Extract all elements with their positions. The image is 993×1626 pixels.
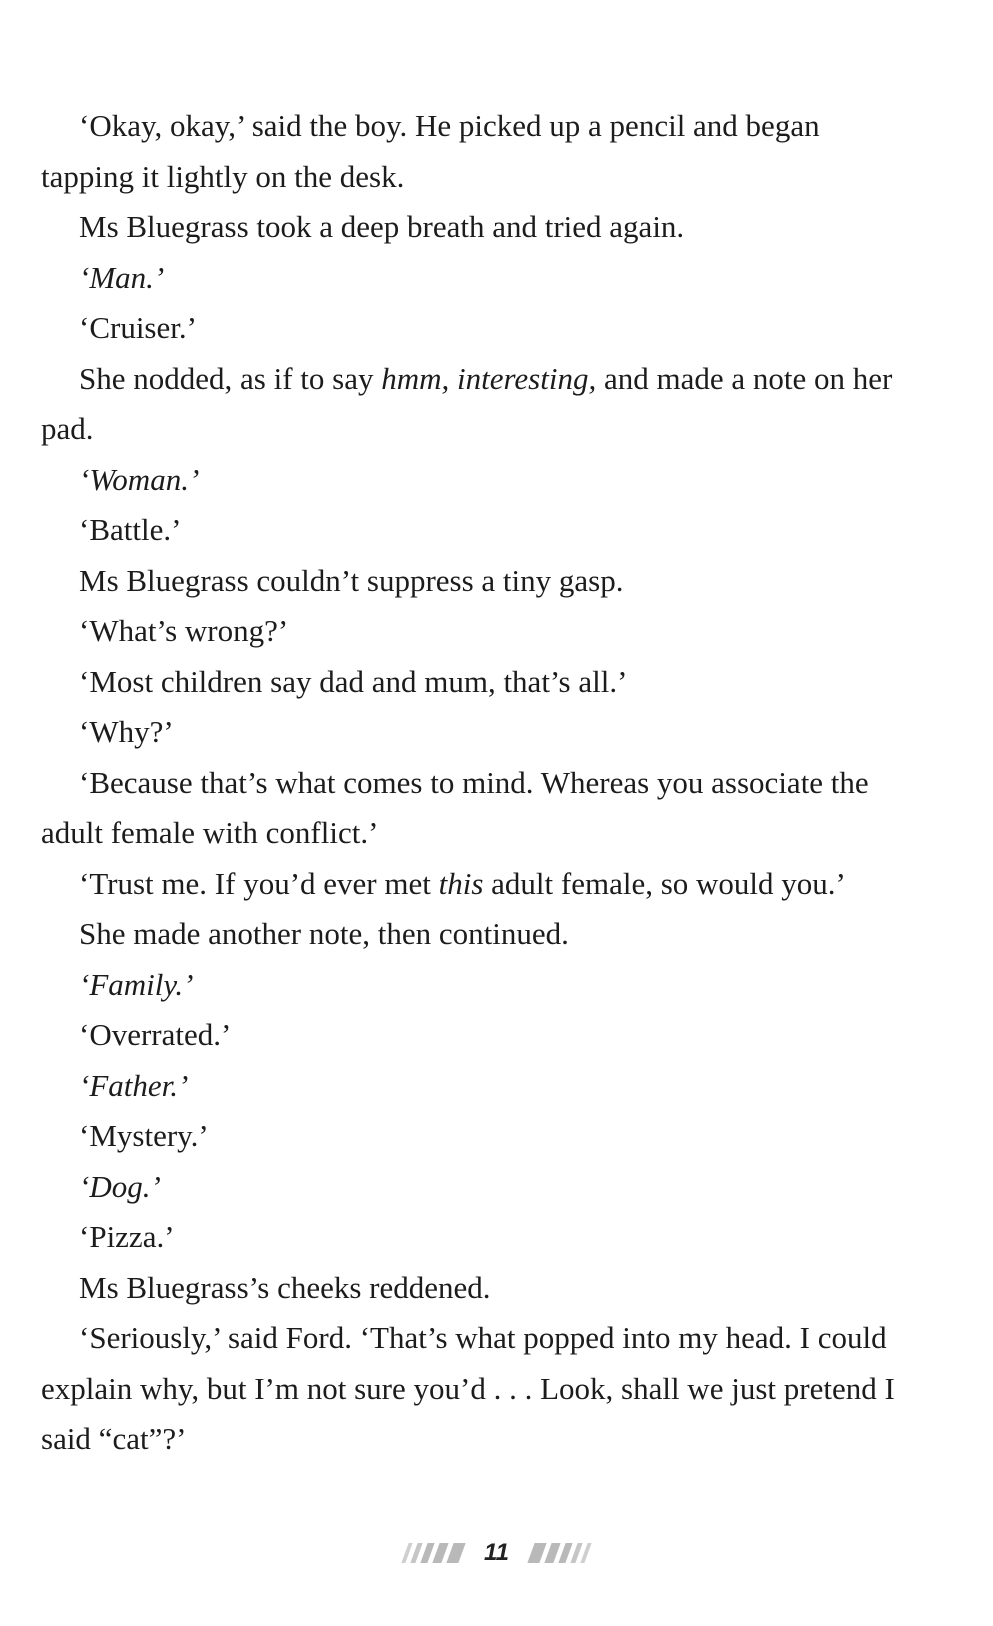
paragraph: ‘Seriously,’ said Ford. ‘That’s what popped into my head. I could explain why, but I’m not sure you’d . . . Look, shall we just pretend I said “cat”?’ bbox=[41, 1320, 895, 1456]
right-stripes-ornament bbox=[531, 1543, 588, 1563]
paragraph: ‘Why?’ bbox=[79, 714, 174, 749]
paragraph: ‘Most children say dad and mum, that’s all.’ bbox=[79, 663, 628, 699]
paragraph: ‘Woman.’ bbox=[79, 461, 200, 497]
paragraph: Ms Bluegrass took a deep breath and tried again. bbox=[79, 209, 685, 244]
page-number: 11 bbox=[484, 1539, 509, 1566]
paragraph: ‘Family.’ bbox=[79, 966, 194, 1002]
paragraph: ‘Man.’ bbox=[79, 259, 165, 295]
page-footer bbox=[0, 1533, 993, 1573]
paragraph: ‘What’s wrong?’ bbox=[79, 613, 289, 648]
paragraph: ‘Mystery.’ bbox=[79, 1118, 209, 1153]
paragraph: Ms Bluegrass couldn’t suppress a tiny gasp. bbox=[79, 562, 624, 598]
paragraph: ‘Pizza.’ bbox=[79, 1219, 175, 1254]
paragraph: Ms Bluegrass’s cheeks reddened. bbox=[79, 1269, 491, 1305]
paragraph: ‘Battle.’ bbox=[79, 512, 182, 547]
paragraph: ‘Okay, okay,’ said the boy. He picked up a pencil and began tapping it lightly on the desk. bbox=[41, 108, 820, 194]
paragraph: ‘Overrated.’ bbox=[79, 1017, 232, 1052]
body-text bbox=[41, 101, 901, 1465]
paragraph: ‘Dog.’ bbox=[79, 1168, 161, 1204]
paragraph: ‘Father.’ bbox=[79, 1067, 189, 1103]
paragraph: ‘Because that’s what comes to mind. Whereas you associate the adult female with conflict.’ bbox=[41, 764, 869, 850]
paragraph: She made another note, then continued. bbox=[79, 916, 569, 951]
paragraph: She nodded, as if to say hmm, interesting, and made a note on her pad. bbox=[41, 360, 893, 446]
left-stripes-ornament bbox=[405, 1543, 462, 1563]
paragraph: ‘Trust me. If you’d ever met this adult female, so would you.’ bbox=[79, 865, 846, 901]
paragraph: ‘Cruiser.’ bbox=[79, 310, 197, 345]
